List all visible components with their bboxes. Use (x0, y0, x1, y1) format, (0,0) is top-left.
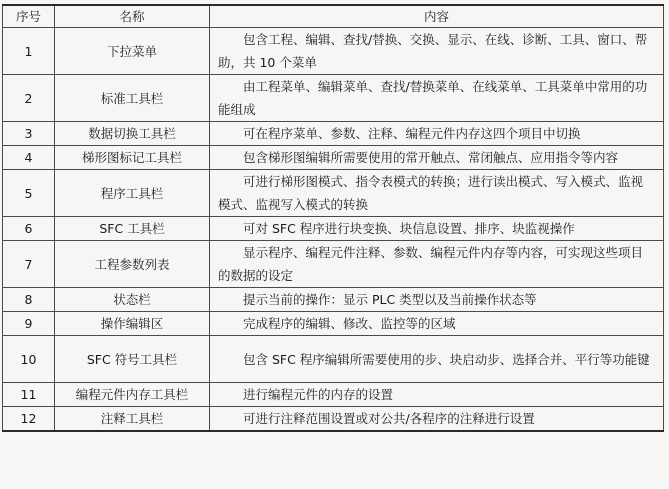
row-content: 可在程序菜单、参数、注释、编程元件内存这四个项目中切换 (210, 122, 664, 146)
row-content: 完成程序的编辑、修改、监控等的区域 (210, 312, 664, 336)
row-number: 11 (3, 383, 55, 407)
table-row (3, 28, 664, 75)
row-name: SFC 符号工具栏 (55, 336, 210, 383)
row-number: 6 (3, 217, 55, 241)
header-number: 序号 (3, 5, 55, 28)
row-number: 3 (3, 122, 55, 146)
table-header-row (3, 5, 664, 28)
table-row (3, 217, 664, 241)
table-row (3, 170, 664, 217)
row-name: 操作编辑区 (55, 312, 210, 336)
row-name: SFC 工具栏 (55, 217, 210, 241)
row-name: 下拉菜单 (55, 28, 210, 75)
row-name: 标准工具栏 (55, 75, 210, 122)
table-container (2, 4, 663, 432)
row-content: 显示程序、编程元件注释、参数、编程元件内存等内容，可实现这些项目的数据的设定 (210, 241, 664, 288)
header-content: 内容 (210, 5, 664, 28)
row-number: 2 (3, 75, 55, 122)
table-row (3, 122, 664, 146)
toolbar-description-table (2, 4, 664, 432)
row-number: 8 (3, 288, 55, 312)
row-name: 编程元件内存工具栏 (55, 383, 210, 407)
row-content: 可进行梯形图模式、指令表模式的转换；进行读出模式、写入模式、监视模式、监视写入模式的转换 (210, 170, 664, 217)
row-content: 可对 SFC 程序进行块变换、块信息设置、排序、块监视操作 (210, 217, 664, 241)
row-content: 进行编程元件的内存的设置 (210, 383, 664, 407)
header-name: 名称 (55, 5, 210, 28)
row-name: 工程参数列表 (55, 241, 210, 288)
row-name: 梯形图标记工具栏 (55, 146, 210, 170)
row-content: 由工程菜单、编辑菜单、查找/替换菜单、在线菜单、工具菜单中常用的功能组成 (210, 75, 664, 122)
table-row (3, 383, 664, 407)
row-number: 10 (3, 336, 55, 383)
table-row (3, 146, 664, 170)
table-row (3, 241, 664, 288)
row-content: 包含工程、编辑、查找/替换、交换、显示、在线、诊断、工具、窗口、帮助，共 10 个菜单 (210, 28, 664, 75)
row-number: 7 (3, 241, 55, 288)
table-row (3, 407, 664, 432)
row-name: 程序工具栏 (55, 170, 210, 217)
row-number: 12 (3, 407, 55, 432)
row-number: 1 (3, 28, 55, 75)
row-number: 5 (3, 170, 55, 217)
table-row (3, 336, 664, 383)
table-row (3, 75, 664, 122)
row-number: 9 (3, 312, 55, 336)
row-content: 包含 SFC 程序编辑所需要使用的步、块启动步、选择合并、平行等功能键 (210, 336, 664, 383)
table-row (3, 288, 664, 312)
row-number: 4 (3, 146, 55, 170)
table-row (3, 312, 664, 336)
row-name: 状态栏 (55, 288, 210, 312)
row-name: 数据切换工具栏 (55, 122, 210, 146)
row-content: 提示当前的操作：显示 PLC 类型以及当前操作状态等 (210, 288, 664, 312)
row-content: 包含梯形图编辑所需要使用的常开触点、常闭触点、应用指令等内容 (210, 146, 664, 170)
row-name: 注释工具栏 (55, 407, 210, 432)
row-content: 可进行注释范围设置或对公共/各程序的注释进行设置 (210, 407, 664, 432)
